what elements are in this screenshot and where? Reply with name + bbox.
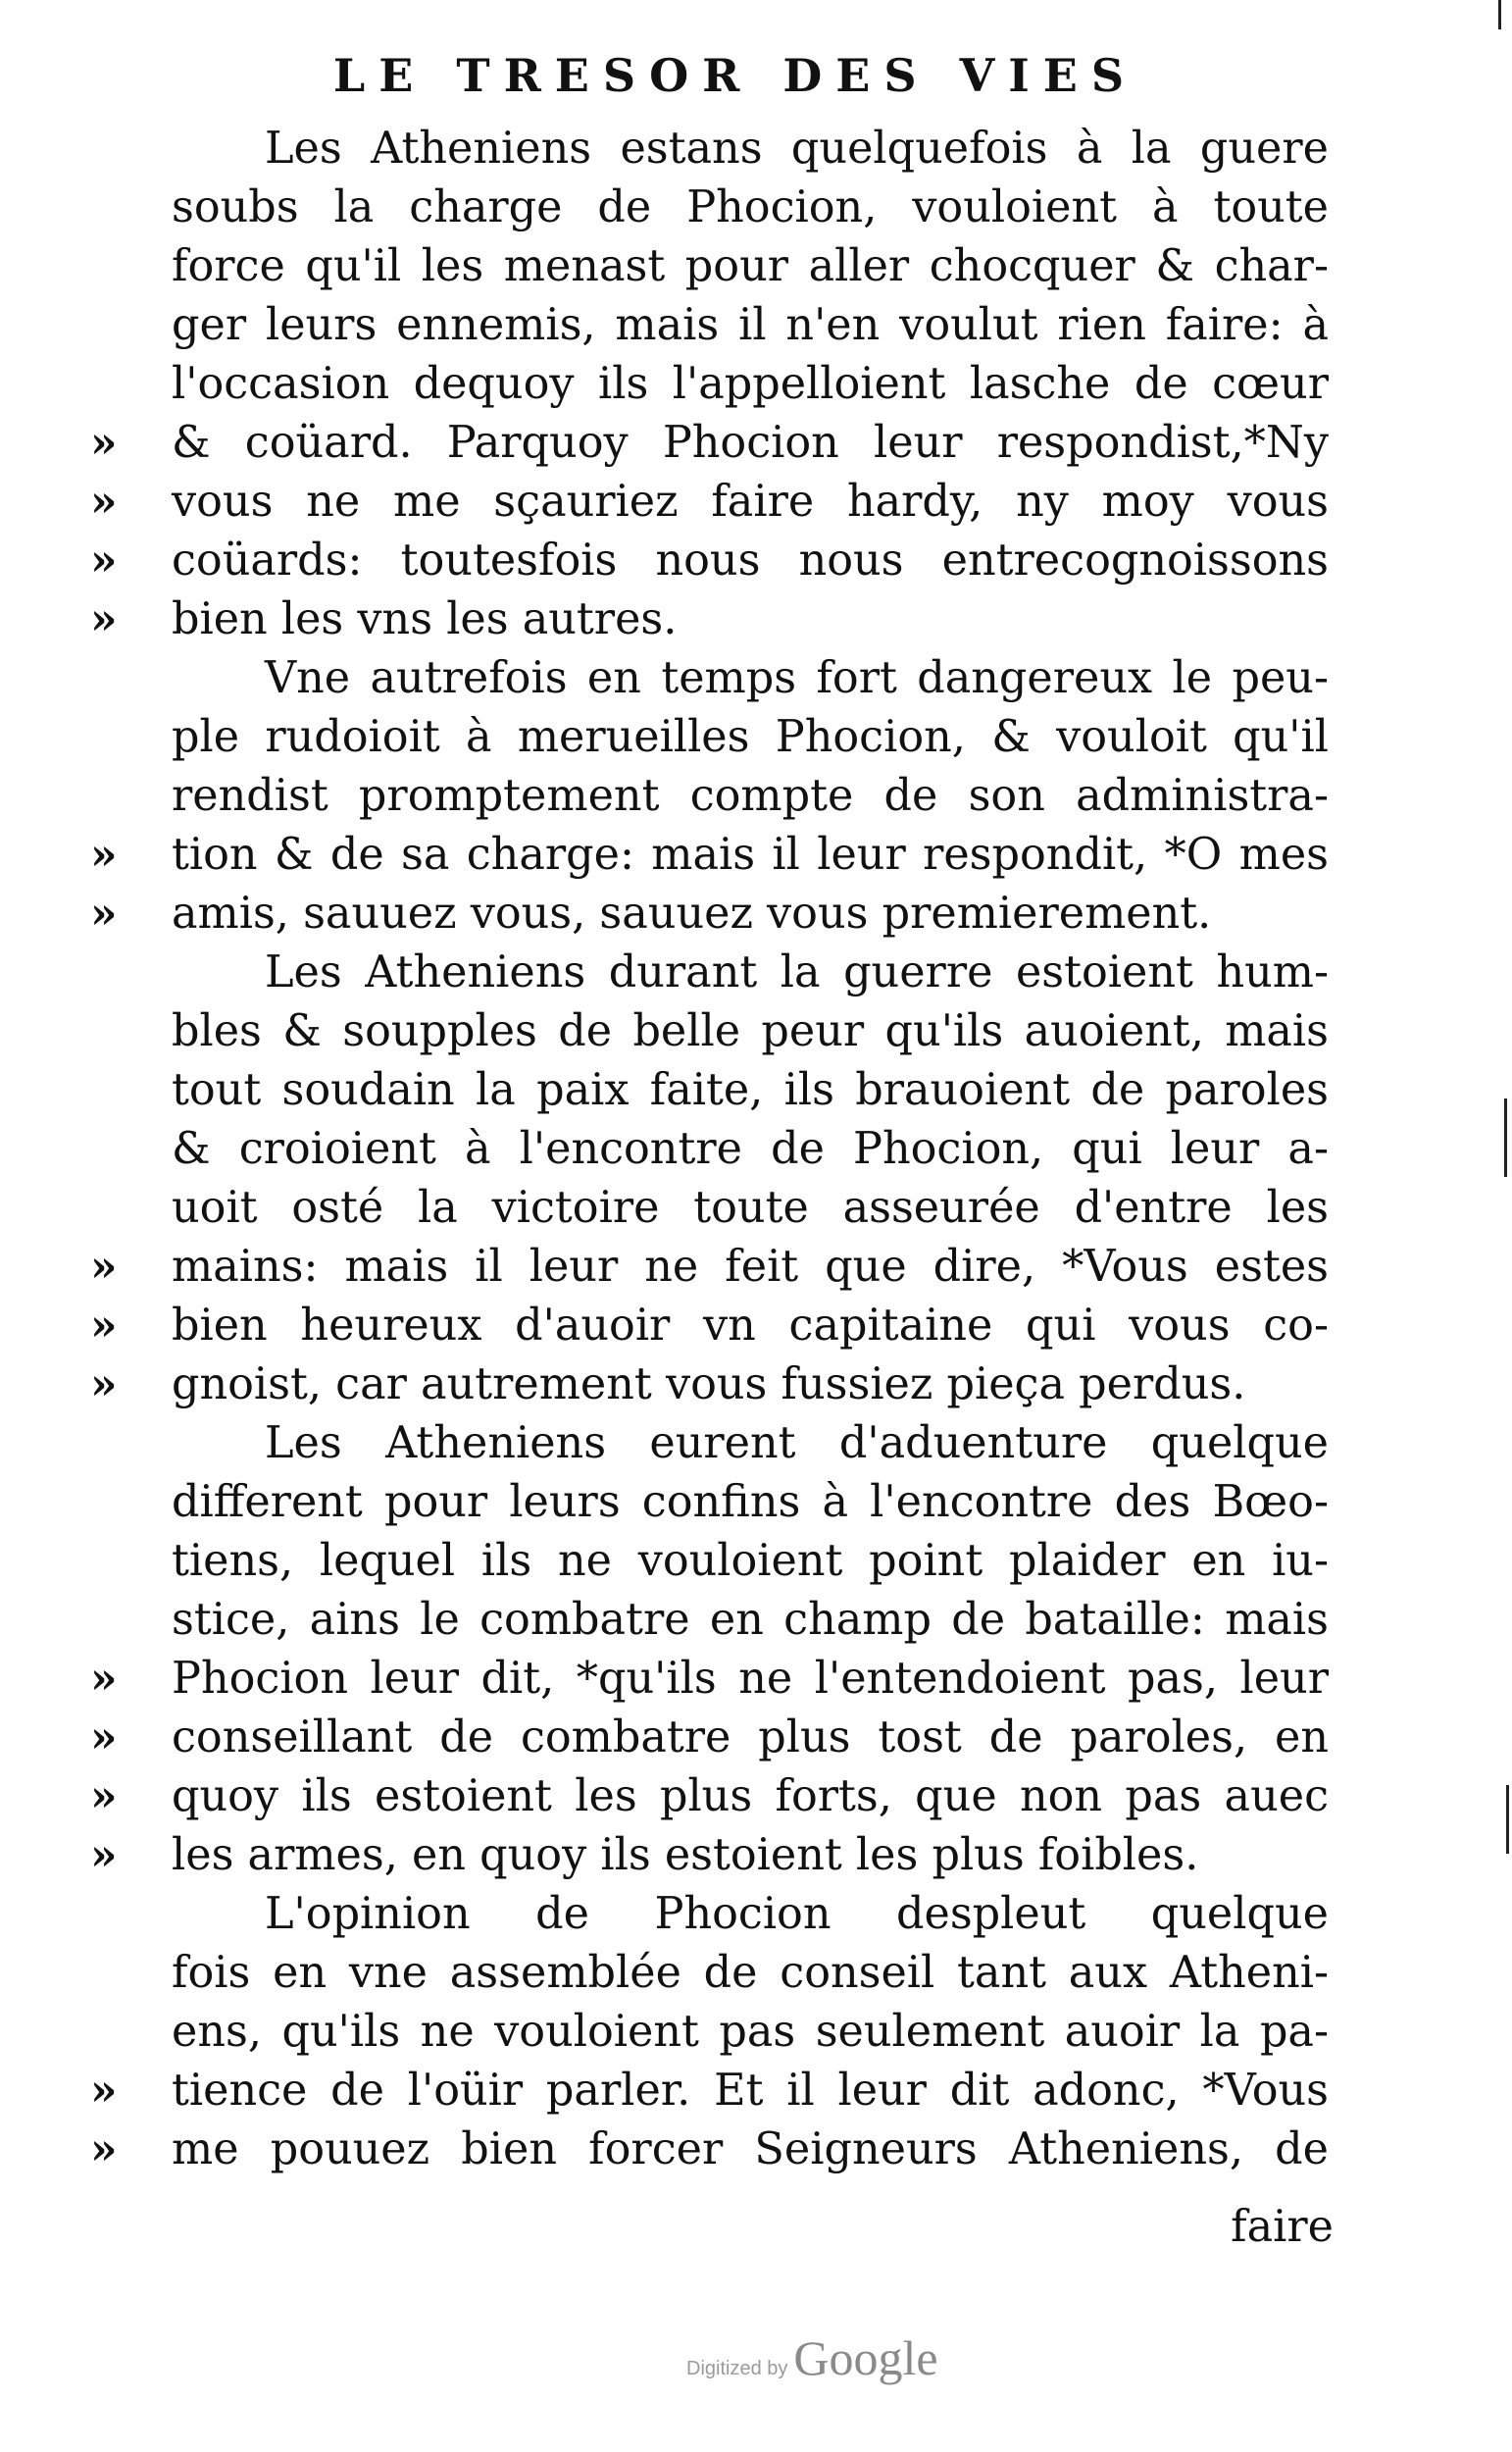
- line-text: bien heureux d'auoir vn capitaine qui vous co-: [172, 1301, 1329, 1351]
- text-line: [0, 1355, 1512, 1414]
- text-line: [0, 649, 1512, 708]
- line-text: & croioient à l'encontre de Phocion, qui leur a-: [172, 1124, 1329, 1174]
- watermark-prefix: Digitized by: [686, 2358, 788, 2379]
- text-line: [0, 473, 1512, 532]
- line-text: tience de l'oüir parler. Et il leur dit adonc, *Vous: [172, 2066, 1329, 2116]
- line-text: fois en vne assemblée de conseil tant aux Atheni-: [172, 1948, 1329, 1998]
- text-line: [0, 1767, 1512, 1826]
- line-text: quoy ils estoient les plus forts, que non pas auec: [172, 1771, 1329, 1821]
- line-text: vous ne me sçauriez faire hardy, ny moy vous: [172, 477, 1329, 527]
- text-line: [0, 944, 1512, 1002]
- line-text: les armes, en quoy ils estoient les plus foibles.: [172, 1830, 1199, 1880]
- line-text: coüards: toutesfois nous nous entrecognoissons: [172, 536, 1329, 586]
- line-text: L'opinion de Phocion despleut quelque: [265, 1889, 1329, 1939]
- line-text: stice, ains le combatre en champ de bataille: mais: [172, 1595, 1329, 1645]
- text-line: [0, 2003, 1512, 2062]
- quotation-marker: »: [90, 830, 118, 880]
- text-line: [0, 1414, 1512, 1473]
- text-line: [0, 1885, 1512, 1944]
- quotation-marker: »: [90, 1712, 118, 1762]
- text-line: [0, 1002, 1512, 1061]
- running-head: LE TRESOR DES VIES: [332, 49, 1138, 102]
- text-line: [0, 826, 1512, 885]
- quotation-marker: »: [90, 1301, 118, 1351]
- text-line: [0, 1944, 1512, 2003]
- text-line: [0, 237, 1512, 296]
- line-text: soubs la charge de Phocion, vouloient à toute: [172, 182, 1329, 232]
- quotation-marker: »: [90, 1771, 118, 1821]
- text-line: [0, 1297, 1512, 1355]
- text-line: [0, 1709, 1512, 1767]
- quotation-marker: »: [90, 2066, 118, 2116]
- line-text: different pour leurs confins à l'encontre des Bœo-: [172, 1477, 1329, 1527]
- line-text: ger leurs ennemis, mais il n'en voulut rien faire: à: [172, 300, 1329, 350]
- quotation-marker: »: [90, 418, 118, 468]
- text-line: [0, 1179, 1512, 1238]
- margin-mark: [1498, 0, 1501, 29]
- catchword: faire: [1231, 2202, 1334, 2252]
- text-line: [0, 120, 1512, 179]
- text-line: [0, 885, 1512, 944]
- text-line: [0, 1532, 1512, 1591]
- text-line: [0, 590, 1512, 649]
- quotation-marker: »: [90, 1830, 118, 1880]
- line-text: mains: mais il leur ne feit que dire, *Vous estes: [172, 1242, 1329, 1292]
- line-text: gnoist, car autrement vous fussiez pieça perdus.: [172, 1359, 1246, 1409]
- line-text: tion & de sa charge: mais il leur respondit, *O mes: [172, 830, 1329, 880]
- line-text: tout soudain la paix faite, ils brauoient de paroles: [172, 1065, 1329, 1115]
- line-text: l'occasion dequoy ils l'appelloient lasche de cœur: [172, 359, 1329, 409]
- quotation-marker: »: [90, 536, 118, 586]
- text-line: [0, 355, 1512, 414]
- text-line: [0, 708, 1512, 767]
- line-text: tiens, lequel ils ne vouloient point plaider en iu-: [172, 1536, 1329, 1586]
- line-text: Vne autrefois en temps fort dangereux le peu-: [265, 653, 1329, 703]
- line-text: ple rudoioit à merueilles Phocion, & vouloit qu'il: [172, 712, 1329, 762]
- line-text: bles & soupples de belle peur qu'ils auoient, mais: [172, 1006, 1329, 1056]
- quotation-marker: »: [90, 1654, 118, 1704]
- text-line: [0, 532, 1512, 590]
- text-line: [0, 2120, 1512, 2179]
- line-text: me pouuez bien forcer Seigneurs Atheniens, de: [172, 2124, 1329, 2174]
- digitized-by-watermark: [686, 2329, 1000, 2388]
- line-text: & coüard. Parquoy Phocion leur respondist,*Ny: [172, 418, 1329, 468]
- text-line: [0, 1473, 1512, 1532]
- quotation-marker: »: [90, 594, 118, 644]
- text-line: [0, 1591, 1512, 1650]
- text-line: [0, 414, 1512, 473]
- line-text: Les Atheniens estans quelquefois à la guere: [265, 124, 1329, 174]
- text-line: [0, 767, 1512, 826]
- text-line: [0, 2062, 1512, 2120]
- quotation-marker: »: [90, 2124, 118, 2174]
- line-text: Phocion leur dit, *qu'ils ne l'entendoient pas, leur: [172, 1654, 1329, 1704]
- quotation-marker: »: [90, 477, 118, 527]
- text-line: [0, 1650, 1512, 1709]
- line-text: bien les vns les autres.: [172, 594, 678, 644]
- text-line: [0, 1120, 1512, 1179]
- line-text: force qu'il les menast pour aller chocquer & char-: [172, 241, 1329, 291]
- line-text: ens, qu'ils ne vouloient pas seulement auoir la pa-: [172, 2007, 1329, 2057]
- quotation-marker: »: [90, 1359, 118, 1409]
- text-line: [0, 296, 1512, 355]
- text-line: [0, 1826, 1512, 1885]
- quotation-marker: »: [90, 889, 118, 939]
- line-text: Les Atheniens eurent d'aduenture quelque: [265, 1418, 1329, 1468]
- line-text: rendist promptement compte de son administra-: [172, 771, 1329, 821]
- margin-mark: [1506, 1785, 1509, 1854]
- text-line: [0, 1238, 1512, 1297]
- margin-mark: [1504, 1098, 1507, 1177]
- body-text: [0, 120, 1512, 2179]
- line-text: uoit osté la victoire toute asseurée d'entre les: [172, 1183, 1329, 1233]
- text-line: [0, 1061, 1512, 1120]
- line-text: conseillant de combatre plus tost de paroles, en: [172, 1712, 1329, 1762]
- google-logo: Google: [793, 2330, 938, 2385]
- line-text: Les Atheniens durant la guerre estoient hum-: [265, 947, 1329, 997]
- line-text: amis, sauuez vous, sauuez vous premierement.: [172, 889, 1212, 939]
- quotation-marker: »: [90, 1242, 118, 1292]
- text-line: [0, 179, 1512, 237]
